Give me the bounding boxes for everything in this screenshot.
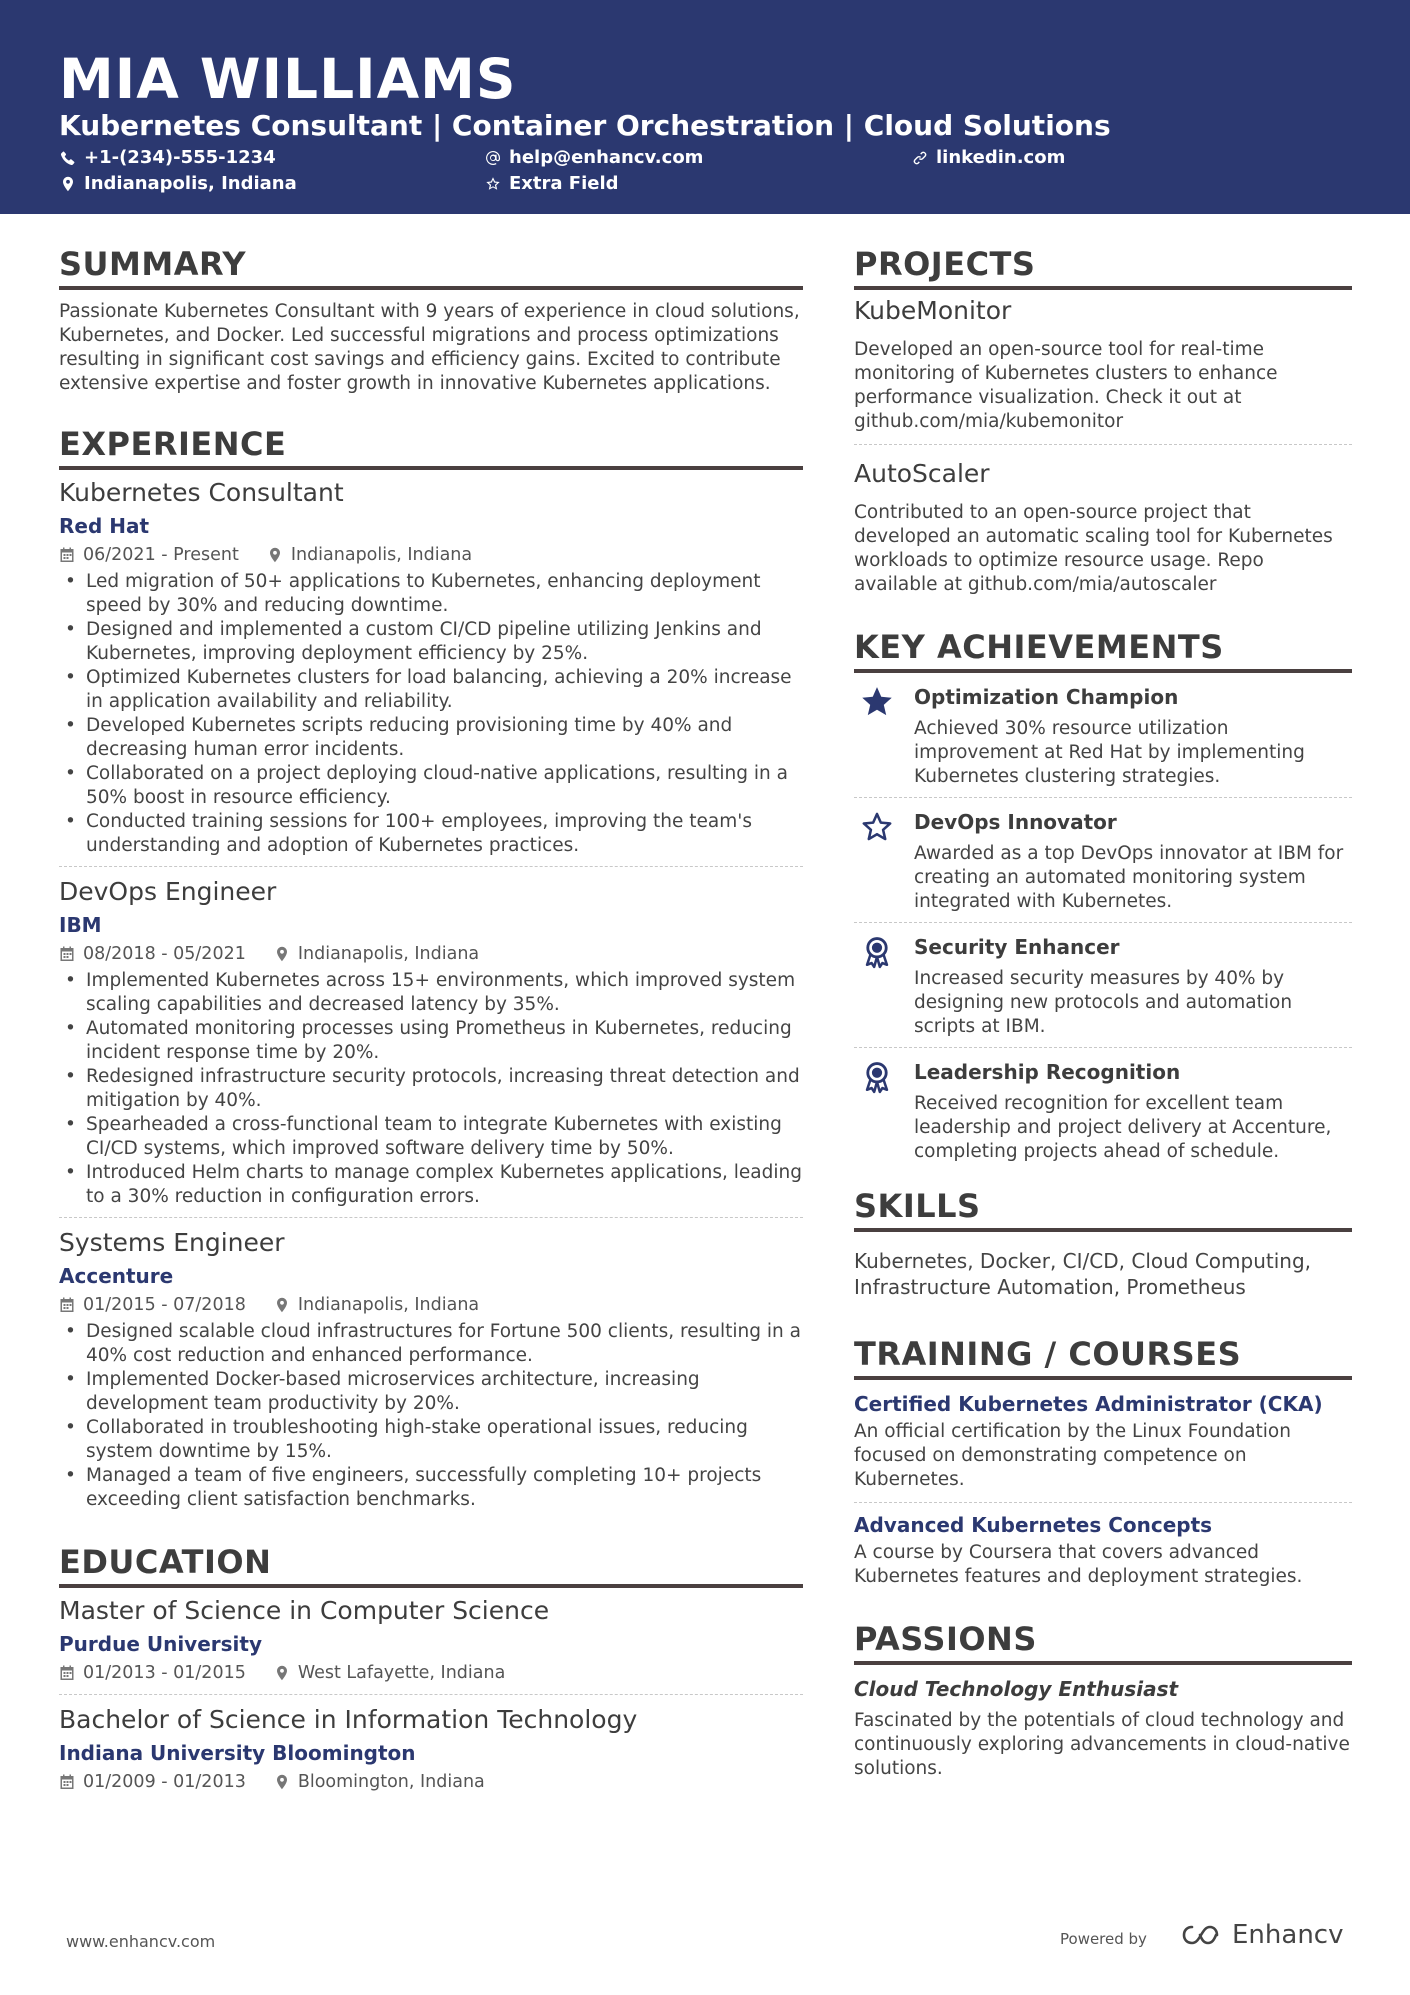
job-location [274, 941, 479, 967]
contact-email [485, 146, 703, 170]
education-meta [59, 1660, 803, 1686]
education-location [274, 1769, 485, 1795]
star-filled-icon [860, 685, 894, 719]
location-pin-icon [274, 946, 290, 962]
list-item: • Collaborated in troubleshooting high-stake operational issues, reducing system downtime by 15%. [59, 1416, 803, 1464]
job-entry [59, 866, 803, 1217]
achievement-text: Awarded as a top DevOps innovator at IBM for creating an automated monitoring system integrated with Kubernetes. [914, 843, 1344, 912]
achievement-title: Leadership Recognition [914, 1060, 1181, 1084]
job-location [267, 542, 472, 568]
job-meta [59, 941, 803, 967]
degree-title: Master of Science in Computer Science [59, 1596, 550, 1625]
list-item: • Conducted training sessions for 100+ employees, improving the team's understanding and adoption of Kubernetes practices. [59, 810, 803, 858]
job-bullets [59, 1320, 803, 1512]
course-text: An official certification by the Linux Foundation focused on demonstrating competence on Kubernetes. [854, 1421, 1291, 1490]
job-title: DevOps Engineer [59, 877, 277, 906]
email-text[interactable]: help@enhancv.com [509, 147, 704, 168]
list-item: • Redesigned infrastructure security protocols, increasing threat detection and mitigation by 40%. [59, 1065, 803, 1113]
achievement-title: Security Enhancer [914, 935, 1120, 959]
list-item: • Collaborated on a project deploying cloud-native applications, resulting in a 50% boost in resource efficiency. [59, 762, 803, 810]
achievement-title: Optimization Champion [914, 685, 1179, 709]
education-location-text: Bloomington, Indiana [297, 1772, 485, 1792]
location-pin-icon [274, 1665, 290, 1681]
achievement-entry [854, 1047, 1352, 1172]
job-location-text: Indianapolis, Indiana [297, 944, 480, 964]
job-entry [59, 1217, 803, 1520]
job-title: Kubernetes Consultant [59, 478, 344, 507]
star-outline-icon [860, 810, 894, 844]
list-item: • Automated monitoring processes using Prometheus in Kubernetes, reducing incident response time by 20%. [59, 1017, 803, 1065]
section-title: EDUCATION [59, 1542, 803, 1588]
achievement-icon [854, 933, 914, 1039]
footer-url[interactable]: www.enhancv.com [66, 1932, 216, 1951]
list-item: • Led migration of 50+ applications to Kubernetes, enhancing deployment speed by 30% and reducing downtime. [59, 570, 803, 618]
section-title: PROJECTS [854, 244, 1352, 290]
enhancv-logo-icon [1180, 1922, 1226, 1948]
at-sign-icon [485, 150, 501, 166]
achievement-entry [854, 673, 1352, 797]
location-pin-icon [274, 1297, 290, 1313]
location-pin-icon [60, 176, 76, 192]
job-dates [59, 542, 239, 568]
calendar-icon [59, 1665, 75, 1681]
job-location [274, 1292, 479, 1318]
section-title: PASSIONS [854, 1619, 1352, 1665]
job-dates [59, 1292, 246, 1318]
candidate-title: Kubernetes Consultant | Container Orchestration | Cloud Solutions [59, 109, 1111, 142]
section-title: EXPERIENCE [59, 424, 803, 470]
section-title: SKILLS [854, 1186, 1352, 1232]
passion-title: Cloud Technology Enthusiast [854, 1677, 1179, 1701]
location-pin-icon [274, 1774, 290, 1790]
job-entry [59, 476, 803, 866]
phone-icon [60, 150, 76, 166]
linkedin-text[interactable]: linkedin.com [936, 147, 1066, 168]
project-title: AutoScaler [854, 459, 990, 488]
award-ribbon-icon [860, 1060, 894, 1094]
job-dates-text: 08/2018 - 05/2021 [83, 944, 246, 964]
job-dates-text: 06/2021 - Present [83, 545, 239, 565]
candidate-name: MIA WILLIAMS [59, 47, 517, 111]
project-title: KubeMonitor [854, 296, 1012, 325]
project-text: Contributed to an open-source project that developed an automatic scaling tool for Kubernetes workloads to optimize resource usage. Repo available at github.com/mia/autoscaler [854, 502, 1333, 595]
achievement-icon [854, 683, 914, 789]
project-entry [854, 444, 1352, 607]
passions-section [854, 1619, 1352, 1781]
course-text: A course by Coursera that covers advanced Kubernetes features and deployment strategies. [854, 1542, 1303, 1587]
school-name[interactable]: Purdue University [59, 1632, 262, 1656]
education-meta [59, 1769, 803, 1795]
education-entry [59, 1694, 803, 1803]
calendar-icon [59, 1297, 75, 1313]
job-bullets [59, 570, 803, 858]
job-bullets [59, 969, 803, 1209]
achievement-text: Received recognition for excellent team leadership and project delivery at Accenture, completing projects ahead of schedule. [914, 1093, 1332, 1162]
contact-linkedin [912, 146, 1065, 170]
section-title: TRAINING / COURSES [854, 1334, 1352, 1380]
education-entry [59, 1594, 803, 1694]
course-entry [854, 1502, 1352, 1599]
school-name[interactable]: Indiana University Bloomington [59, 1741, 416, 1765]
project-text: Developed an open-source tool for real-time monitoring of Kubernetes clusters to enhance performance visualization. Check it out at github.com/mia/kubemonitor [854, 339, 1278, 432]
education-dates-text: 01/2009 - 01/2013 [83, 1772, 246, 1792]
skills-text: Kubernetes, Docker, CI/CD, Cloud Computing, Infrastructure Automation, Prometheus [854, 1249, 1312, 1299]
contact-location [60, 172, 297, 196]
award-ribbon-icon [860, 935, 894, 969]
projects-section [854, 244, 1352, 607]
achievement-title: DevOps Innovator [914, 810, 1117, 834]
job-meta [59, 1292, 803, 1318]
company-name[interactable]: Red Hat [59, 514, 150, 538]
training-section [854, 1334, 1352, 1599]
list-item: • Managed a team of five engineers, successfully completing 10+ projects exceeding client satisfaction benchmarks. [59, 1464, 803, 1512]
skills-section [854, 1186, 1352, 1300]
achievement-text: Achieved 30% resource utilization improvement at Red Hat by implementing Kubernetes clustering strategies. [914, 718, 1305, 787]
contact-phone [60, 146, 276, 170]
summary-text: Passionate Kubernetes Consultant with 9 years of experience in cloud solutions, Kubernetes, and Docker. Led successful migrations and process optimizations resulting in significant cost savings and efficiency gains. Excited to contribute extensive expertise and foster growth in innovative Kubernetes applications. [59, 301, 800, 394]
list-item: • Spearheaded a cross-functional team to integrate Kubernetes with existing CI/CD systems, which improved software delivery time by 50%. [59, 1113, 803, 1161]
calendar-icon [59, 1774, 75, 1790]
achievement-entry [854, 797, 1352, 922]
list-item: • Designed scalable cloud infrastructures for Fortune 500 clients, resulting in a 40% cost reduction and enhanced performance. [59, 1320, 803, 1368]
passion-text: Fascinated by the potentials of cloud technology and continuously exploring advancements in cloud-native solutions. [854, 1710, 1350, 1779]
list-item: • Developed Kubernetes scripts reducing provisioning time by 40% and decreasing human error incidents. [59, 714, 803, 762]
enhancv-logo[interactable] [1180, 1920, 1343, 1950]
education-dates-text: 01/2013 - 01/2015 [83, 1663, 246, 1683]
course-title: Certified Kubernetes Administrator (CKA) [854, 1392, 1323, 1416]
list-item: • Optimized Kubernetes clusters for load balancing, achieving a 20% increase in application availability and reliability. [59, 666, 803, 714]
summary-section [59, 244, 803, 396]
calendar-icon [59, 946, 75, 962]
list-item: • Implemented Kubernetes across 15+ environments, which improved system scaling capabilities and decreased latency by 35%. [59, 969, 803, 1017]
enhancv-logo-text: Enhancv [1232, 1920, 1344, 1950]
job-location-text: Indianapolis, Indiana [290, 545, 473, 565]
extra-field-text: Extra Field [509, 173, 619, 194]
section-title: SUMMARY [59, 244, 803, 290]
company-name[interactable]: IBM [59, 913, 102, 937]
achievement-icon [854, 808, 914, 914]
education-location [274, 1660, 505, 1686]
calendar-icon [59, 547, 75, 563]
achievement-text: Increased security measures by 40% by designing new protocols and automation scripts at IBM. [914, 968, 1293, 1037]
degree-title: Bachelor of Science in Information Technology [59, 1705, 638, 1734]
contact-extra [485, 172, 619, 196]
achievement-icon [854, 1058, 914, 1164]
list-item: • Implemented Docker-based microservices architecture, increasing development team productivity by 20%. [59, 1368, 803, 1416]
job-title: Systems Engineer [59, 1228, 285, 1257]
star-outline-icon [485, 176, 501, 192]
list-item: • Introduced Helm charts to manage complex Kubernetes applications, leading to a 30% reduction in configuration errors. [59, 1161, 803, 1209]
achievements-section [854, 627, 1352, 1172]
phone-text[interactable]: +1-(234)-555-1234 [84, 147, 276, 168]
education-dates [59, 1769, 246, 1795]
achievement-entry [854, 922, 1352, 1047]
job-dates-text: 01/2015 - 07/2018 [83, 1295, 246, 1315]
location-pin-icon [267, 547, 283, 563]
job-dates [59, 941, 246, 967]
job-meta [59, 542, 803, 568]
education-section [59, 1542, 803, 1803]
right-column [854, 244, 1352, 1781]
resume-header [0, 0, 1410, 214]
course-title: Advanced Kubernetes Concepts [854, 1513, 1213, 1537]
experience-section [59, 424, 803, 1520]
company-name[interactable]: Accenture [59, 1264, 174, 1288]
course-entry [854, 1390, 1352, 1502]
left-column [59, 244, 803, 1803]
job-location-text: Indianapolis, Indiana [297, 1295, 480, 1315]
section-title: KEY ACHIEVEMENTS [854, 627, 1352, 673]
link-icon [912, 150, 928, 166]
list-item: • Designed and implemented a custom CI/CD pipeline utilizing Jenkins and Kubernetes, improving deployment efficiency by 25%. [59, 618, 803, 666]
location-text: Indianapolis, Indiana [84, 173, 297, 194]
education-dates [59, 1660, 246, 1686]
footer-powered-by: Powered by [1060, 1930, 1147, 1948]
education-location-text: West Lafayette, Indiana [297, 1663, 506, 1683]
project-entry [854, 294, 1352, 444]
